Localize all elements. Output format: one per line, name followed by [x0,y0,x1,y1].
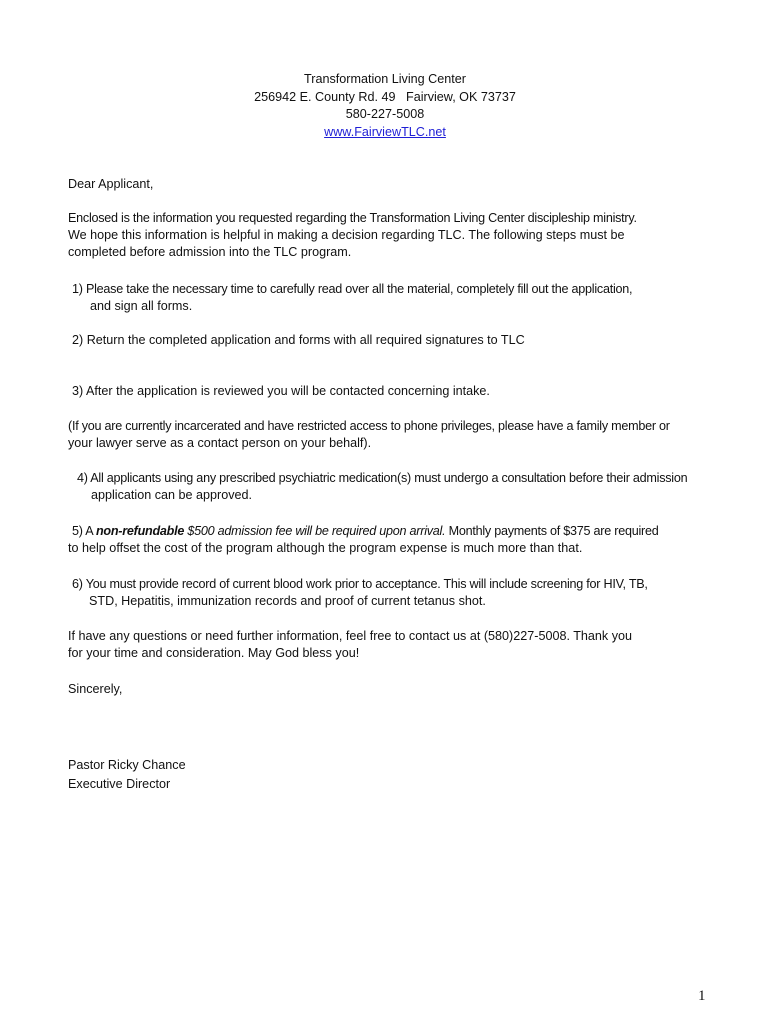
step-5-prefix: 5) A [72,524,96,538]
letterhead [0,71,770,141]
intro-line: completed before admission into the TLC program. [68,245,352,259]
step-4 [77,470,717,504]
closing-line: If have any questions or need further information, feel free to contact us at (580)227-5008. Thank you [68,629,633,643]
signer-name: Pastor Ricky Chance [68,758,186,772]
step-1-line: 1) Please take the necessary time to carefully read over all the material, completely fill out the application, [72,282,633,296]
signoff [68,681,708,698]
org-name: Transformation Living Center [304,72,466,86]
signer-title: Executive Director [68,777,171,791]
step-5-line [68,523,708,540]
step-1-line: and sign all forms. [90,299,193,313]
salutation-text: Dear Applicant, [68,177,154,191]
step-6-line: 6) You must provide record of current blood work prior to acceptance. This will include screening for HIV, TB, [72,577,648,591]
step-1 [72,281,712,315]
step-2 [72,332,712,349]
admission-fee-emphasis: $500 admission fee will be required upon arrival. [184,524,446,538]
step-6-line: STD, Hepatitis, immunization records and proof of current tetanus shot. [89,594,486,608]
step-6 [72,576,712,610]
closing-paragraph [68,628,708,662]
website-link[interactable]: www.FairviewTLC.net [324,124,446,139]
signoff-text: Sincerely, [68,682,123,696]
step-5-line-2: to help offset the cost of the program although the program expense is much more than that. [68,541,583,555]
note-line: your lawyer serve as a contact person on your behalf). [68,436,372,450]
step-2-text: 2) Return the completed application and forms with all required signatures to TLC [72,333,525,347]
org-phone: 580-227-5008 [345,107,425,121]
closing-line: for your time and consideration. May God bless you! [68,646,360,660]
non-refundable-emphasis: non-refundable [95,524,185,538]
step-5-rest: Monthly payments of $375 are required [445,524,659,538]
salutation [68,176,708,193]
step-5 [68,523,708,557]
intro-line: We hope this information is helpful in making a decision regarding TLC. The following steps must be [68,228,625,242]
signature-block [68,757,708,793]
step-4-line: 4) All applicants using any prescribed psychiatric medication(s) must undergo a consultation before their admission [77,471,688,485]
intro-line: Enclosed is the information you requested regarding the Transformation Living Center discipleship ministry. [68,211,637,225]
step-4-line: application can be approved. [91,488,253,502]
incarceration-note [68,418,708,452]
note-line: (If you are currently incarcerated and have restricted access to phone privileges, please have a family member or [68,419,670,433]
step-3-text: 3) After the application is reviewed you will be contacted concerning intake. [72,384,490,398]
step-3 [72,383,712,400]
intro-paragraph [68,210,708,261]
page-number: 1 [698,988,706,1004]
org-address: 256942 E. County Rd. 49 Fairview, OK 73737 [254,89,516,104]
